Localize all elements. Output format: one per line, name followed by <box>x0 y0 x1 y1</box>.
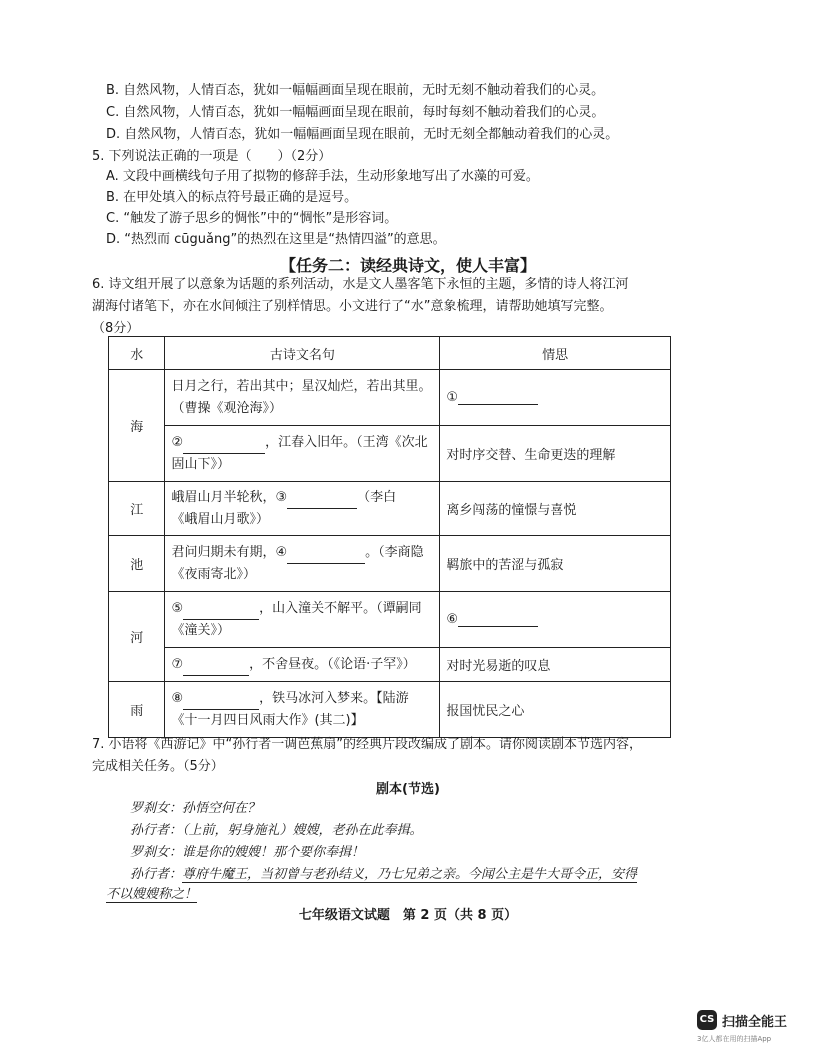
verse-cell <box>165 682 440 738</box>
verse-text: 君问归期未有期，④ <box>171 544 288 560</box>
answer-blank-3[interactable] <box>287 494 357 509</box>
table-row <box>109 682 671 738</box>
logo-name: 扫描全能王 <box>722 1015 788 1030</box>
verse-text: ，山入潼关不解平。（谭嗣同 <box>259 600 422 616</box>
answer-blank-5[interactable] <box>183 605 259 620</box>
verse-cell <box>165 536 440 592</box>
blank-number: ⑥ <box>446 612 459 627</box>
blank-number: ② <box>171 434 184 450</box>
table-row <box>109 426 671 482</box>
verse-text: ，铁马冰河入梦来。【陆游 <box>259 690 409 706</box>
feeling-cell <box>440 592 671 648</box>
table-row <box>109 592 671 648</box>
feeling-cell: 对时光易逝的叹息 <box>440 648 671 682</box>
q7-line2: 完成相关任务。（5分） <box>92 759 224 774</box>
q4-option-c: C. 自然风物，人情百态，犹如一幅幅画面呈现在眼前，每时每刻不触动着我们的心灵。 <box>106 105 605 120</box>
feeling-cell: 对时序交替、生命更迭的理解 <box>440 426 671 482</box>
answer-blank-6[interactable] <box>458 612 538 627</box>
table-row <box>109 648 671 682</box>
answer-blank-8[interactable] <box>183 695 259 710</box>
feeling-cell: 报国忧民之心 <box>440 682 671 738</box>
header-verse: 古诗文名句 <box>165 337 440 370</box>
cs-logo-icon: CS <box>697 1010 717 1030</box>
answer-blank-2[interactable] <box>183 439 265 454</box>
table-row <box>109 536 671 592</box>
verse-source: 《十一月四日风雨大作》(其二)】 <box>171 712 364 728</box>
logo-tagline: 3亿人都在用的扫描App <box>697 1035 772 1043</box>
q6-line1: 6. 诗文组开展了以意象为话题的系列活动，水是文人墨客笔下永恒的主题，多情的诗人将江河 <box>92 277 629 292</box>
blank-number: ⑦ <box>171 656 184 672</box>
verse-cell <box>165 370 440 426</box>
script-line-5 <box>106 886 197 904</box>
verse-text: ，江春入旧年。（王湾《次北 <box>265 434 428 450</box>
q6-line3: （8分） <box>92 321 140 336</box>
q4-option-b: B. 自然风物，人情百态，犹如一幅幅画面呈现在眼前，无时无刻不触动着我们的心灵。 <box>106 83 605 98</box>
q7-stem <box>92 734 692 778</box>
feeling-cell <box>440 370 671 426</box>
header-water: 水 <box>109 337 165 370</box>
underlined-dialogue: 不以嫂嫂称之！ <box>106 887 198 902</box>
verse-source: 固山下》） <box>171 456 230 472</box>
answer-blank-4[interactable] <box>287 549 365 564</box>
water-imagery-table <box>108 336 671 738</box>
underlined-dialogue: 尊府牛魔王，当初曾与老孙结义，乃七兄弟之亲。今闻公主是牛大哥令正，安得 <box>182 867 638 882</box>
verse-cell <box>165 426 440 482</box>
script-line-1: 罗刹女：孙悟空何在？ <box>130 801 261 816</box>
table-header-row <box>109 337 671 370</box>
verse-source: （曹操《观沧海》） <box>171 400 282 416</box>
answer-blank-1[interactable] <box>458 390 538 405</box>
verse-cell <box>165 592 440 648</box>
header-feeling: 情思 <box>440 337 671 370</box>
blank-number: ① <box>446 390 459 405</box>
table-row <box>109 370 671 426</box>
blank-number: ⑧ <box>171 690 184 706</box>
verse-text: 峨眉山月半轮秋，③ <box>171 489 288 505</box>
verse-source: 《潼关》） <box>171 622 230 638</box>
scanner-watermark <box>697 1010 807 1050</box>
verse-cell <box>165 482 440 536</box>
page-footer: 七年级语文试题 第 2 页（共 8 页） <box>298 908 518 923</box>
task2-heading: 【任务二：读经典诗文，使人丰富】 <box>279 256 536 275</box>
q5-option-c: C. “触发了游子思乡的惆怅”中的“惆怅”是形容词。 <box>106 211 398 226</box>
q5-stem: 5. 下列说法正确的一项是（ ）（2分） <box>92 149 332 164</box>
script-line-2: 孙行者：（上前，躬身施礼）嫂嫂，老孙在此奉揖。 <box>130 823 423 838</box>
q5-option-b: B. 在甲处填入的标点符号最正确的是逗号。 <box>106 190 358 205</box>
q5-option-d: D. “热烈而 cūguǎng”的热烈在这里是“热情四溢”的意思。 <box>106 232 446 247</box>
verse-text: ，不舍昼夜。（《论语·子罕》） <box>249 656 416 672</box>
script-line-3: 罗刹女：谁是你的嫂嫂！那个要你奉揖！ <box>130 845 365 860</box>
q6-line2: 湖海付诸笔下，亦在水间倾注了别样情思。小文进行了“水”意象梳理，请帮助她填写完整。 <box>92 299 613 314</box>
feeling-cell: 离乡闯荡的憧憬与喜悦 <box>440 482 671 536</box>
script-title: 剧本(节选) <box>376 782 440 797</box>
verse-source: 《夜雨寄北》） <box>171 566 256 582</box>
water-sea: 海 <box>109 370 165 482</box>
q5-option-a: A. 文段中画横线句子用了拟物的修辞手法，生动形象地写出了水藻的可爱。 <box>106 169 539 184</box>
blank-number: ⑤ <box>171 600 184 616</box>
script-line-4 <box>130 866 637 884</box>
water-rain: 雨 <box>109 682 165 738</box>
water-river: 江 <box>109 482 165 536</box>
verse-cell <box>165 648 440 682</box>
verse-source: 。（李商隐 <box>365 544 424 560</box>
verse-source: （李白 <box>357 489 397 505</box>
q7-line1: 7. 小语将《西游记》中“孙行者一调芭蕉扇”的经典片段改编成了剧本。请你阅读剧本节选内容， <box>92 737 643 752</box>
q6-stem <box>92 274 672 340</box>
water-pond: 池 <box>109 536 165 592</box>
table-row <box>109 482 671 536</box>
verse-source: 《峨眉山月歌》） <box>171 511 269 527</box>
answer-blank-7[interactable] <box>183 661 249 676</box>
speaker-label: 孙行者： <box>130 867 183 882</box>
feeling-cell: 羁旅中的苦涩与孤寂 <box>440 536 671 592</box>
water-he: 河 <box>109 592 165 682</box>
q4-option-d: D. 自然风物，人情百态，犹如一幅幅画面呈现在眼前，无时无刻全都触动着我们的心灵。 <box>106 127 619 142</box>
verse-text: 日月之行，若出其中；星汉灿烂，若出其里。 <box>171 378 432 394</box>
